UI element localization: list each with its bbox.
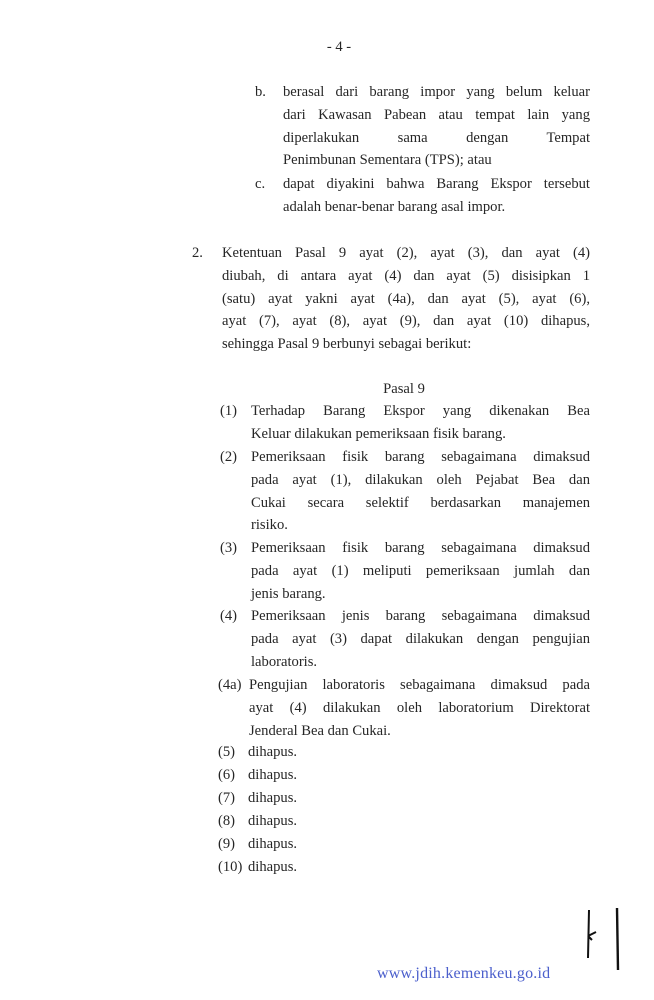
item-2-line: (satu) ayat yakni ayat (4a), dan ayat (5), ayat (6), — [222, 290, 590, 307]
ayat-4a-label: (4a) — [218, 677, 242, 693]
ayat-10-line: dihapus. — [248, 859, 298, 875]
item-b-line: dari Kawasan Pabean atau tempat lain yang — [283, 106, 590, 123]
ayat-9-label: (9) — [218, 836, 236, 852]
ayat-3-line: jenis barang. — [251, 585, 326, 602]
ayat-1-line: Keluar dilakukan pemeriksaan fisik barang. — [251, 425, 506, 442]
ayat-2-line: Pemeriksaan fisik barang sebagaimana dimaksud — [251, 449, 590, 465]
item-2-line: sehingga Pasal 9 berbunyi sebagai berikut: — [222, 336, 472, 353]
ayat-2-line: pada ayat (1), dilakukan oleh Pejabat Bea dan — [251, 471, 590, 488]
ayat-4-line: pada ayat (3) dapat dilakukan dengan pengujian — [251, 630, 590, 647]
item-c-line: adalah benar-benar barang asal impor. — [283, 198, 506, 215]
ayat-6-line: dihapus. — [248, 767, 298, 783]
ayat-7-line: dihapus. — [248, 790, 298, 806]
ayat-6-label: (6) — [218, 767, 236, 783]
item-2-line: ayat (7), ayat (8), ayat (9), dan ayat (10) dihapus, — [222, 313, 590, 330]
ayat-2-line: risiko. — [251, 517, 288, 534]
ayat-4-label: (4) — [220, 608, 238, 624]
ayat-1-label: (1) — [220, 403, 238, 419]
ayat-4-line: laboratoris. — [251, 653, 318, 670]
ayat-10-label: (10) — [218, 859, 243, 875]
ayat-5-label: (5) — [218, 744, 236, 760]
ayat-3-label: (3) — [220, 540, 238, 556]
item-2-label: 2. — [192, 245, 203, 261]
ayat-8-label: (8) — [218, 813, 236, 829]
footer-url-link[interactable]: www.jdih.kemenkeu.go.id — [377, 965, 551, 982]
ayat-2-line: Cukai secara selektif berdasarkan manajemen — [251, 494, 590, 511]
ayat-2-label: (2) — [220, 449, 238, 465]
item-c-line: dapat diyakini bahwa Barang Ekspor tersebut — [283, 176, 590, 192]
page-number: - 4 - — [326, 39, 352, 55]
ayat-3-line: pada ayat (1) meliputi pemeriksaan jumlah dan — [251, 562, 590, 579]
ayat-8-line: dihapus. — [248, 813, 298, 829]
item-b-label: b. — [255, 84, 266, 100]
paraf-signature-mark — [580, 900, 630, 975]
item-b-line: Penimbunan Sementara (TPS); atau — [283, 152, 492, 169]
item-b-line: diperlakukan sama dengan Tempat — [283, 129, 590, 146]
ayat-1-line: Terhadap Barang Ekspor yang dikenakan Bea — [251, 403, 590, 419]
item-2-line: Ketentuan Pasal 9 ayat (2), ayat (3), dan ayat (4) — [222, 245, 590, 261]
ayat-3-line: Pemeriksaan fisik barang sebagaimana dimaksud — [251, 540, 590, 556]
ayat-4a-line: Pengujian laboratoris sebagaimana dimaksud pada — [249, 677, 590, 693]
ayat-9-line: dihapus. — [248, 836, 298, 852]
ayat-5-line: dihapus. — [248, 744, 298, 760]
ayat-4a-line: ayat (4) dilakukan oleh laboratorium Direktorat — [249, 699, 590, 716]
item-2-line: diubah, di antara ayat (4) dan ayat (5) disisipkan 1 — [222, 267, 590, 284]
item-c-label: c. — [255, 176, 266, 192]
ayat-4a-line: Jenderal Bea dan Cukai. — [249, 722, 391, 739]
pasal-title: Pasal 9 — [383, 381, 425, 397]
ayat-4-line: Pemeriksaan jenis barang sebagaimana dimaksud — [251, 608, 590, 624]
ayat-7-label: (7) — [218, 790, 236, 806]
item-b-line: berasal dari barang impor yang belum keluar — [283, 84, 590, 100]
